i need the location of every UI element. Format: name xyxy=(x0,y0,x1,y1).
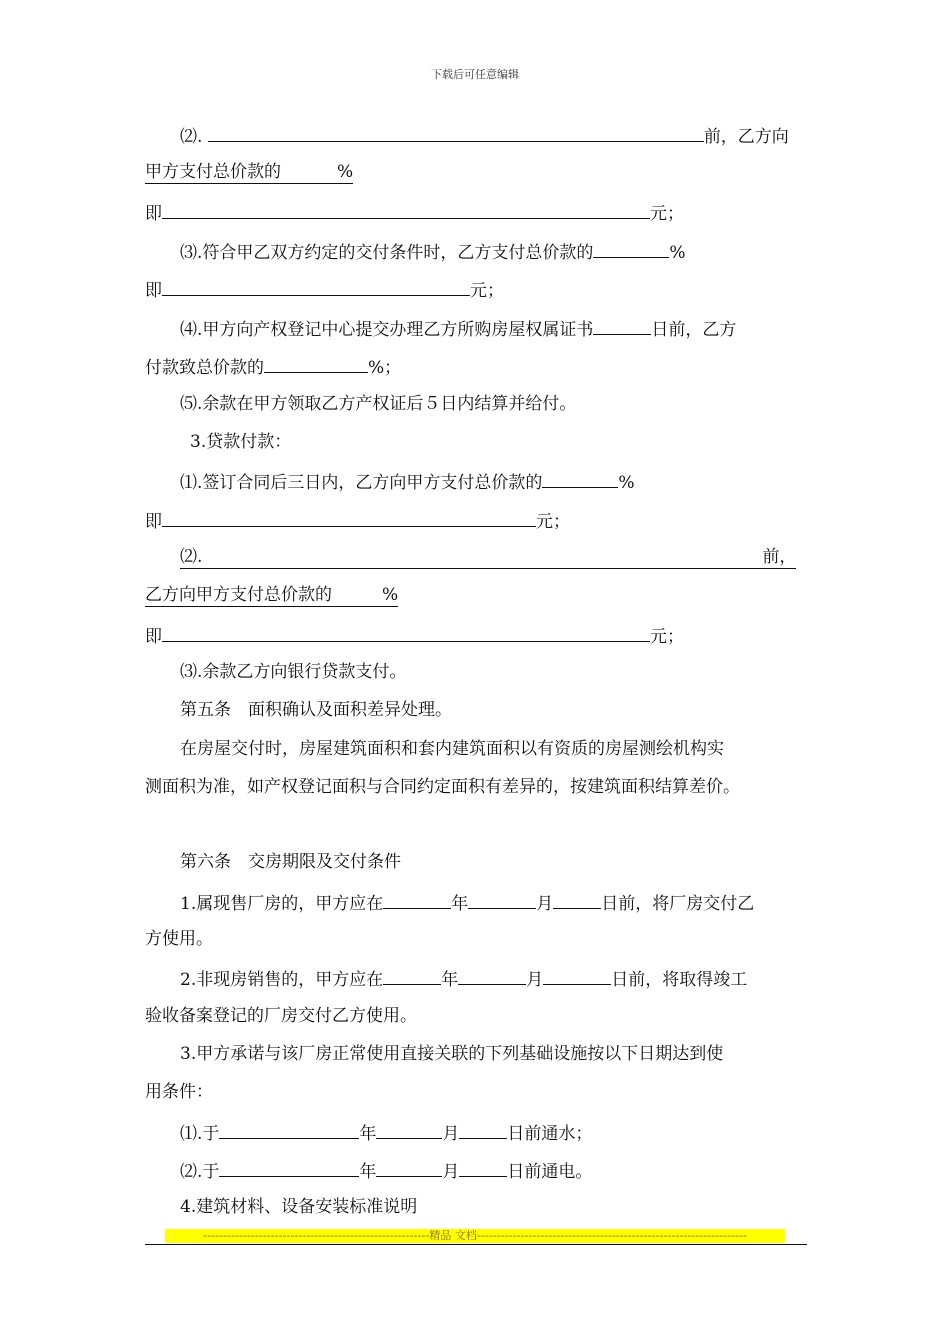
loan-clause-3-line: ⑶.余款乙方向银行贷款支付。 xyxy=(180,662,407,682)
line-text: 2.非现房销售的，甲方应在 xyxy=(180,970,384,990)
percent-sign: % xyxy=(618,473,635,493)
paragraph-line: 在房屋交付时，房屋建筑面积和套内建筑面积以有资质的房屋测绘机构实 xyxy=(180,739,724,759)
line-text: 元； xyxy=(650,627,684,647)
delivery-clause-1-line xyxy=(180,890,754,915)
line-text: 即 xyxy=(145,512,162,532)
line-text: 前， xyxy=(762,547,797,567)
line-text: 日前，将厂房交付乙 xyxy=(601,894,755,914)
blank-field[interactable] xyxy=(383,890,451,909)
clause-4-line xyxy=(180,316,736,341)
line-text: ⑴.于 xyxy=(180,1124,220,1144)
article-5-heading: 第五条 面积确认及面积差异处理。 xyxy=(180,700,452,720)
paragraph-line: 用条件： xyxy=(145,1082,213,1102)
paragraph-line: 测面积为准，如产权登记面积与合同约定面积有差异的，按建筑面积结算差价。 xyxy=(145,777,740,797)
line-text: 即 xyxy=(145,627,162,647)
blank-field[interactable] xyxy=(376,1120,442,1139)
blank-field[interactable] xyxy=(162,277,470,296)
line-text: 即 xyxy=(145,204,162,224)
blank-field[interactable] xyxy=(459,1158,507,1177)
line-text: 年 xyxy=(441,970,459,990)
footer-watermark: ---------------------------------------------------------精品 文档-------------------------------------------------------------------- xyxy=(165,1229,785,1243)
line-text: 月 xyxy=(526,970,544,990)
article-6-heading: 第六条 交房期限及交付条件 xyxy=(180,852,401,872)
amount-line xyxy=(145,277,504,302)
line-text: 1.属现售厂房的，甲方应在 xyxy=(180,894,384,914)
paragraph-line: 方使用。 xyxy=(145,929,213,949)
amount-line xyxy=(145,200,684,225)
blank-field[interactable] xyxy=(162,200,650,219)
amount-line xyxy=(145,508,570,533)
blank-field[interactable] xyxy=(543,966,611,985)
percent-sign: % xyxy=(337,162,354,182)
line-text: 年 xyxy=(359,1124,377,1144)
payment-percent-line xyxy=(145,161,353,184)
percent-sign: % xyxy=(669,243,686,263)
line-text: 月 xyxy=(442,1162,460,1182)
loan-clause-2-line xyxy=(180,546,796,569)
line-text: 元； xyxy=(650,204,684,224)
blank-field[interactable] xyxy=(162,623,650,642)
clause-2-line xyxy=(180,123,789,148)
percent-sign: % xyxy=(382,585,399,605)
section-heading-loan: 3.贷款付款： xyxy=(190,432,292,452)
blank-field[interactable] xyxy=(208,123,704,142)
line-text: 日前通电。 xyxy=(507,1162,593,1182)
blank-field[interactable] xyxy=(219,1120,359,1139)
clause-5-line: ⑸.余款在甲方领取乙方产权证后５日内结算并给付。 xyxy=(180,394,577,414)
line-text: 乙方向甲方支付总价款的 xyxy=(145,585,332,605)
line-text: ⑷.甲方向产权登记中心提交办理乙方所购房屋权属证书 xyxy=(180,320,594,340)
delivery-clause-4-line: 4.建筑材料、设备安装标准说明 xyxy=(180,1197,418,1217)
footer-divider xyxy=(145,1244,807,1245)
line-text: 前，乙方向 xyxy=(703,127,789,147)
blank-field[interactable] xyxy=(458,966,526,985)
line-text: 元； xyxy=(470,281,504,301)
line-text: ⑴.签订合同后三日内，乙方向甲方支付总价款的 xyxy=(180,473,543,493)
line-text: 月 xyxy=(536,894,554,914)
paragraph-line: 验收备案登记的厂房交付乙方使用。 xyxy=(145,1006,417,1026)
water-date-line xyxy=(180,1120,592,1145)
blank-field[interactable] xyxy=(376,1158,442,1177)
line-text: ⑶.符合甲乙双方约定的交付条件时，乙方支付总价款的 xyxy=(180,243,594,263)
amount-line xyxy=(145,623,684,648)
payment-percent-line xyxy=(145,354,401,379)
item-number: ⑵. xyxy=(180,127,203,147)
delivery-clause-2-line xyxy=(180,966,747,991)
line-text: 年 xyxy=(359,1162,377,1182)
clause-3-line xyxy=(180,239,686,264)
delivery-clause-3-line: 3.甲方承诺与该厂房正常使用直接关联的下列基础设施按以下日期达到使 xyxy=(180,1044,724,1064)
blank-field[interactable] xyxy=(383,966,441,985)
loan-clause-1-line xyxy=(180,469,635,494)
page-header: 下载后可任意编辑 xyxy=(431,68,519,81)
blank-field[interactable] xyxy=(542,469,618,488)
line-text: 元； xyxy=(536,512,570,532)
blank-field[interactable] xyxy=(219,1158,359,1177)
percent-sign: %； xyxy=(368,358,402,378)
item-number: ⑵. xyxy=(180,547,203,567)
blank-field[interactable] xyxy=(162,508,536,527)
blank-field[interactable] xyxy=(468,890,536,909)
blank-field[interactable] xyxy=(459,1120,507,1139)
blank-field[interactable] xyxy=(593,316,651,335)
blank-field[interactable] xyxy=(553,890,601,909)
line-text: 日前通水； xyxy=(507,1124,593,1144)
line-text: 日前，将取得竣工 xyxy=(611,970,748,990)
blank-field[interactable] xyxy=(593,239,669,258)
blank-field[interactable] xyxy=(264,354,368,373)
line-text: 付款致总价款的 xyxy=(145,358,264,378)
power-date-line xyxy=(180,1158,592,1183)
line-text: 即 xyxy=(145,281,162,301)
payment-percent-line xyxy=(145,584,398,607)
line-text: 年 xyxy=(451,894,469,914)
line-text: 月 xyxy=(442,1124,460,1144)
line-text: 甲方支付总价款的 xyxy=(145,162,281,182)
line-text: 日前，乙方 xyxy=(651,320,737,340)
line-text: ⑵.于 xyxy=(180,1162,220,1182)
